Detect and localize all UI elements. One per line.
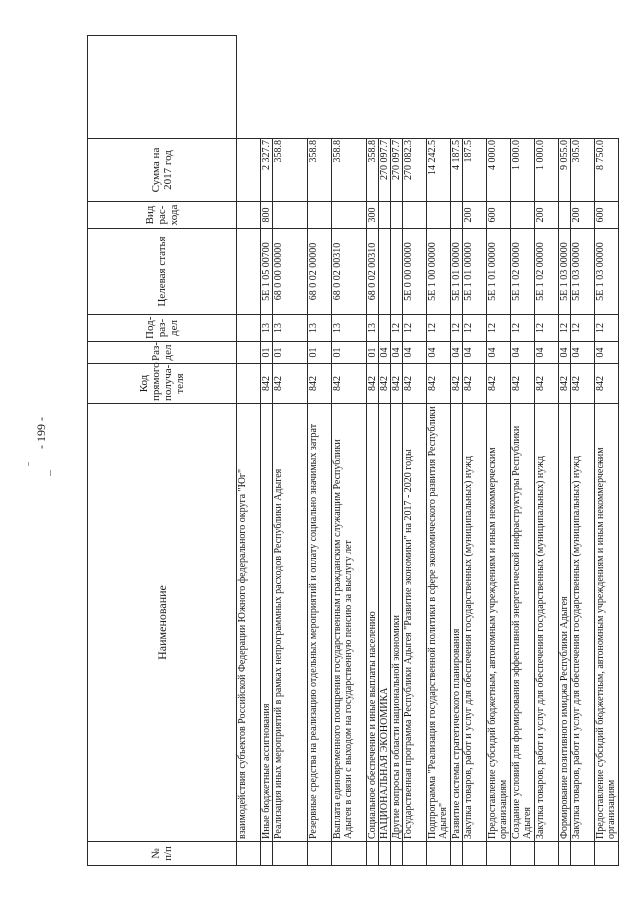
table-row — [487, 36, 511, 866]
budget-table — [87, 35, 619, 866]
row-name: Другие вопросы в области национальной экономики — [391, 404, 403, 842]
row-target: 68 0 00 00000 — [273, 229, 308, 315]
row-sum: 305.0 — [571, 139, 595, 202]
row-podrazdel: 12 — [403, 315, 427, 342]
table-row — [451, 36, 463, 866]
row-exp-type — [403, 202, 427, 229]
row-sum: 358.8 — [273, 139, 308, 202]
header-name: Наименование — [88, 404, 237, 842]
table-row — [237, 36, 261, 866]
row-code — [237, 364, 261, 404]
row-name: Выплата единовременного поощрения государственным гражданским служащим Республики Адыгея в связи с выходом на государственную пенсию за выслугу лет — [332, 404, 367, 842]
row-exp-type: 600 — [487, 202, 511, 229]
row-no — [559, 842, 571, 866]
row-name: Формирование позитивного имиджа Республики Адыгея — [559, 404, 571, 842]
row-no — [237, 842, 261, 866]
row-target: 5Е 1 01 00000 — [463, 229, 487, 315]
row-razdel: 04 — [391, 342, 403, 364]
row-razdel: 04 — [559, 342, 571, 364]
row-exp-type: 300 — [367, 202, 379, 229]
table-row — [535, 36, 559, 866]
row-exp-type: 800 — [261, 202, 273, 229]
row-code: 842 — [535, 364, 559, 404]
row-razdel: 01 — [332, 342, 367, 364]
table-row — [308, 36, 332, 866]
header-code: Код прямого получа-теля — [88, 364, 237, 404]
row-podrazdel: 13 — [367, 315, 379, 342]
row-podrazdel — [237, 315, 261, 342]
row-name: Развитие системы стратегического планирования — [451, 404, 463, 842]
row-code: 842 — [379, 364, 391, 404]
row-target: 5Е 1 02 00000 — [511, 229, 535, 315]
header-sum: Сумма на 2017 год — [88, 139, 237, 202]
row-no — [511, 842, 535, 866]
row-sum: 2 327.7 — [261, 139, 273, 202]
header-no: № п/п — [88, 842, 237, 866]
row-razdel: 04 — [451, 342, 463, 364]
table-row — [403, 36, 427, 866]
row-code: 842 — [571, 364, 595, 404]
row-no — [571, 842, 595, 866]
table-row — [261, 36, 273, 866]
row-sum: 187.5 — [463, 139, 487, 202]
row-razdel: 01 — [261, 342, 273, 364]
row-sum — [237, 139, 261, 202]
row-exp-type — [559, 202, 571, 229]
row-no — [463, 842, 487, 866]
row-razdel: 04 — [487, 342, 511, 364]
table-row — [571, 36, 595, 866]
row-code: 842 — [451, 364, 463, 404]
row-no — [595, 842, 619, 866]
row-sum: 358.8 — [332, 139, 367, 202]
table-row — [391, 36, 403, 866]
row-podrazdel: 12 — [463, 315, 487, 342]
table-row — [367, 36, 379, 866]
row-no — [379, 842, 391, 866]
header-exp-type: Вид рас-хода — [88, 202, 237, 229]
row-razdel: 04 — [511, 342, 535, 364]
row-razdel — [237, 342, 261, 364]
row-name: Создание условий для формирования эффективной энергетической инфраструктуры Республики Адыгея — [511, 404, 535, 842]
table-row — [273, 36, 308, 866]
row-podrazdel: 12 — [511, 315, 535, 342]
row-name: Резервные средства на реализацию отдельных мероприятий и оплату социально значимых затрат — [308, 404, 332, 842]
row-razdel: 04 — [595, 342, 619, 364]
table-row — [427, 36, 451, 866]
row-name: Закупка товаров, работ и услуг для обеспечения государственных (муниципальных) нужд — [535, 404, 559, 842]
row-target — [379, 229, 391, 315]
row-code: 842 — [559, 364, 571, 404]
row-target — [237, 229, 261, 315]
row-code: 842 — [403, 364, 427, 404]
row-target — [391, 229, 403, 315]
row-target: 5Е 1 03 00000 — [559, 229, 571, 315]
row-sum: 1 000.0 — [511, 139, 535, 202]
row-razdel: 01 — [273, 342, 308, 364]
row-razdel: 01 — [308, 342, 332, 364]
row-sum: 270 097.7 — [379, 139, 391, 202]
table-row — [379, 36, 391, 866]
row-exp-type: 600 — [595, 202, 619, 229]
row-podrazdel: 12 — [487, 315, 511, 342]
row-sum: 270 082.3 — [403, 139, 427, 202]
row-podrazdel: 12 — [427, 315, 451, 342]
row-no — [451, 842, 463, 866]
row-name: Социальное обеспечение и иные выплаты населению — [367, 404, 379, 842]
row-exp-type — [391, 202, 403, 229]
row-no — [308, 842, 332, 866]
row-target: 5Е 1 05 00700 — [261, 229, 273, 315]
row-code: 842 — [261, 364, 273, 404]
row-code: 842 — [427, 364, 451, 404]
row-name: Иные бюджетные ассигнования — [261, 404, 273, 842]
row-target: 5Е 1 02 00000 — [535, 229, 559, 315]
row-razdel: 04 — [427, 342, 451, 364]
scan-speck — [50, 470, 51, 476]
row-razdel: 04 — [379, 342, 391, 364]
row-name: Закупка товаров, работ и услуг для обеспечения государственных (муниципальных) нужд — [571, 404, 595, 842]
row-razdel: 04 — [571, 342, 595, 364]
row-code: 842 — [273, 364, 308, 404]
row-name: Государственная программа Республики Адыгея "Развитие экономики" на 2017 - 2020 годы — [403, 404, 427, 842]
row-sum: 4 000.0 — [487, 139, 511, 202]
row-no — [261, 842, 273, 866]
row-podrazdel: 12 — [391, 315, 403, 342]
row-exp-type — [511, 202, 535, 229]
budget-table-container — [87, 36, 617, 866]
row-podrazdel — [379, 315, 391, 342]
row-sum: 270 097.7 — [391, 139, 403, 202]
header-target: Целевая статья — [88, 229, 237, 315]
row-sum: 1 000.0 — [535, 139, 559, 202]
row-exp-type — [237, 202, 261, 229]
row-podrazdel: 12 — [559, 315, 571, 342]
row-code: 842 — [308, 364, 332, 404]
row-podrazdel: 12 — [571, 315, 595, 342]
row-code: 842 — [391, 364, 403, 404]
row-target: 5Е 1 01 00000 — [451, 229, 463, 315]
row-exp-type — [427, 202, 451, 229]
row-razdel: 04 — [463, 342, 487, 364]
row-name: Закупка товаров, работ и услуг для обеспечения государственных (муниципальных) нужд — [463, 404, 487, 842]
row-podrazdel: 13 — [332, 315, 367, 342]
row-sum: 358.8 — [367, 139, 379, 202]
row-podrazdel: 13 — [308, 315, 332, 342]
row-no — [427, 842, 451, 866]
table-row — [332, 36, 367, 866]
row-sum: 8 750.0 — [595, 139, 619, 202]
row-exp-type — [379, 202, 391, 229]
table-row — [595, 36, 619, 866]
row-podrazdel: 13 — [273, 315, 308, 342]
page-number: - 199 - — [34, 417, 48, 449]
row-target: 5Е 1 03 00000 — [595, 229, 619, 315]
row-exp-type — [308, 202, 332, 229]
row-no — [535, 842, 559, 866]
row-target: 5Е 0 00 00000 — [403, 229, 427, 315]
row-code: 842 — [332, 364, 367, 404]
table-row — [559, 36, 571, 866]
row-podrazdel: 12 — [535, 315, 559, 342]
row-sum: 4 187.5 — [451, 139, 463, 202]
row-target: 5Е 1 03 00000 — [571, 229, 595, 315]
header-row — [88, 36, 237, 866]
row-name: НАЦИОНАЛЬНАЯ ЭКОНОМИКА — [379, 404, 391, 842]
table-row — [511, 36, 535, 866]
row-code: 842 — [595, 364, 619, 404]
row-target: 68 0 02 00310 — [332, 229, 367, 315]
row-sum: 9 055.0 — [559, 139, 571, 202]
row-exp-type: 200 — [535, 202, 559, 229]
row-name: Предоставление субсидий бюджетным, автономным учреждениям и иным некоммерческим организациям — [487, 404, 511, 842]
header-podrazdel: Под-раз-дел — [88, 315, 237, 342]
row-exp-type — [273, 202, 308, 229]
row-name: Реализация иных мероприятий в рамках непрограммных расходов Республики Адыгея — [273, 404, 308, 842]
row-podrazdel: 13 — [261, 315, 273, 342]
row-code: 842 — [511, 364, 535, 404]
row-sum: 358.8 — [308, 139, 332, 202]
row-target: 68 0 02 00000 — [308, 229, 332, 315]
row-podrazdel: 12 — [595, 315, 619, 342]
row-no — [367, 842, 379, 866]
row-target: 5Е 1 00 00000 — [427, 229, 451, 315]
row-sum: 14 242.5 — [427, 139, 451, 202]
row-podrazdel: 12 — [451, 315, 463, 342]
row-code: 842 — [487, 364, 511, 404]
row-name: взаимодействия субъектов Российской Федерации Южного федерального округа "Юг" — [237, 404, 261, 842]
header-razdel: Раз-дел — [88, 342, 237, 364]
row-name: Подпрограмма "Реализация государственной политики в сфере экономического развития Республики Адыгея" — [427, 404, 451, 842]
table-row — [463, 36, 487, 866]
row-no — [391, 842, 403, 866]
row-no — [273, 842, 308, 866]
row-target: 5Е 1 01 00000 — [487, 229, 511, 315]
row-razdel: 01 — [367, 342, 379, 364]
row-no — [332, 842, 367, 866]
row-target: 68 0 02 00310 — [367, 229, 379, 315]
row-exp-type — [332, 202, 367, 229]
row-name: Предоставление субсидий бюджетным, автономным учреждениям и иным некоммерческим организациям — [595, 404, 619, 842]
row-exp-type: 200 — [571, 202, 595, 229]
row-razdel: 04 — [403, 342, 427, 364]
row-no — [403, 842, 427, 866]
row-no — [487, 842, 511, 866]
row-code: 842 — [463, 364, 487, 404]
row-razdel: 04 — [535, 342, 559, 364]
row-exp-type — [451, 202, 463, 229]
scan-speck — [28, 462, 29, 466]
row-code: 842 — [367, 364, 379, 404]
row-exp-type: 200 — [463, 202, 487, 229]
